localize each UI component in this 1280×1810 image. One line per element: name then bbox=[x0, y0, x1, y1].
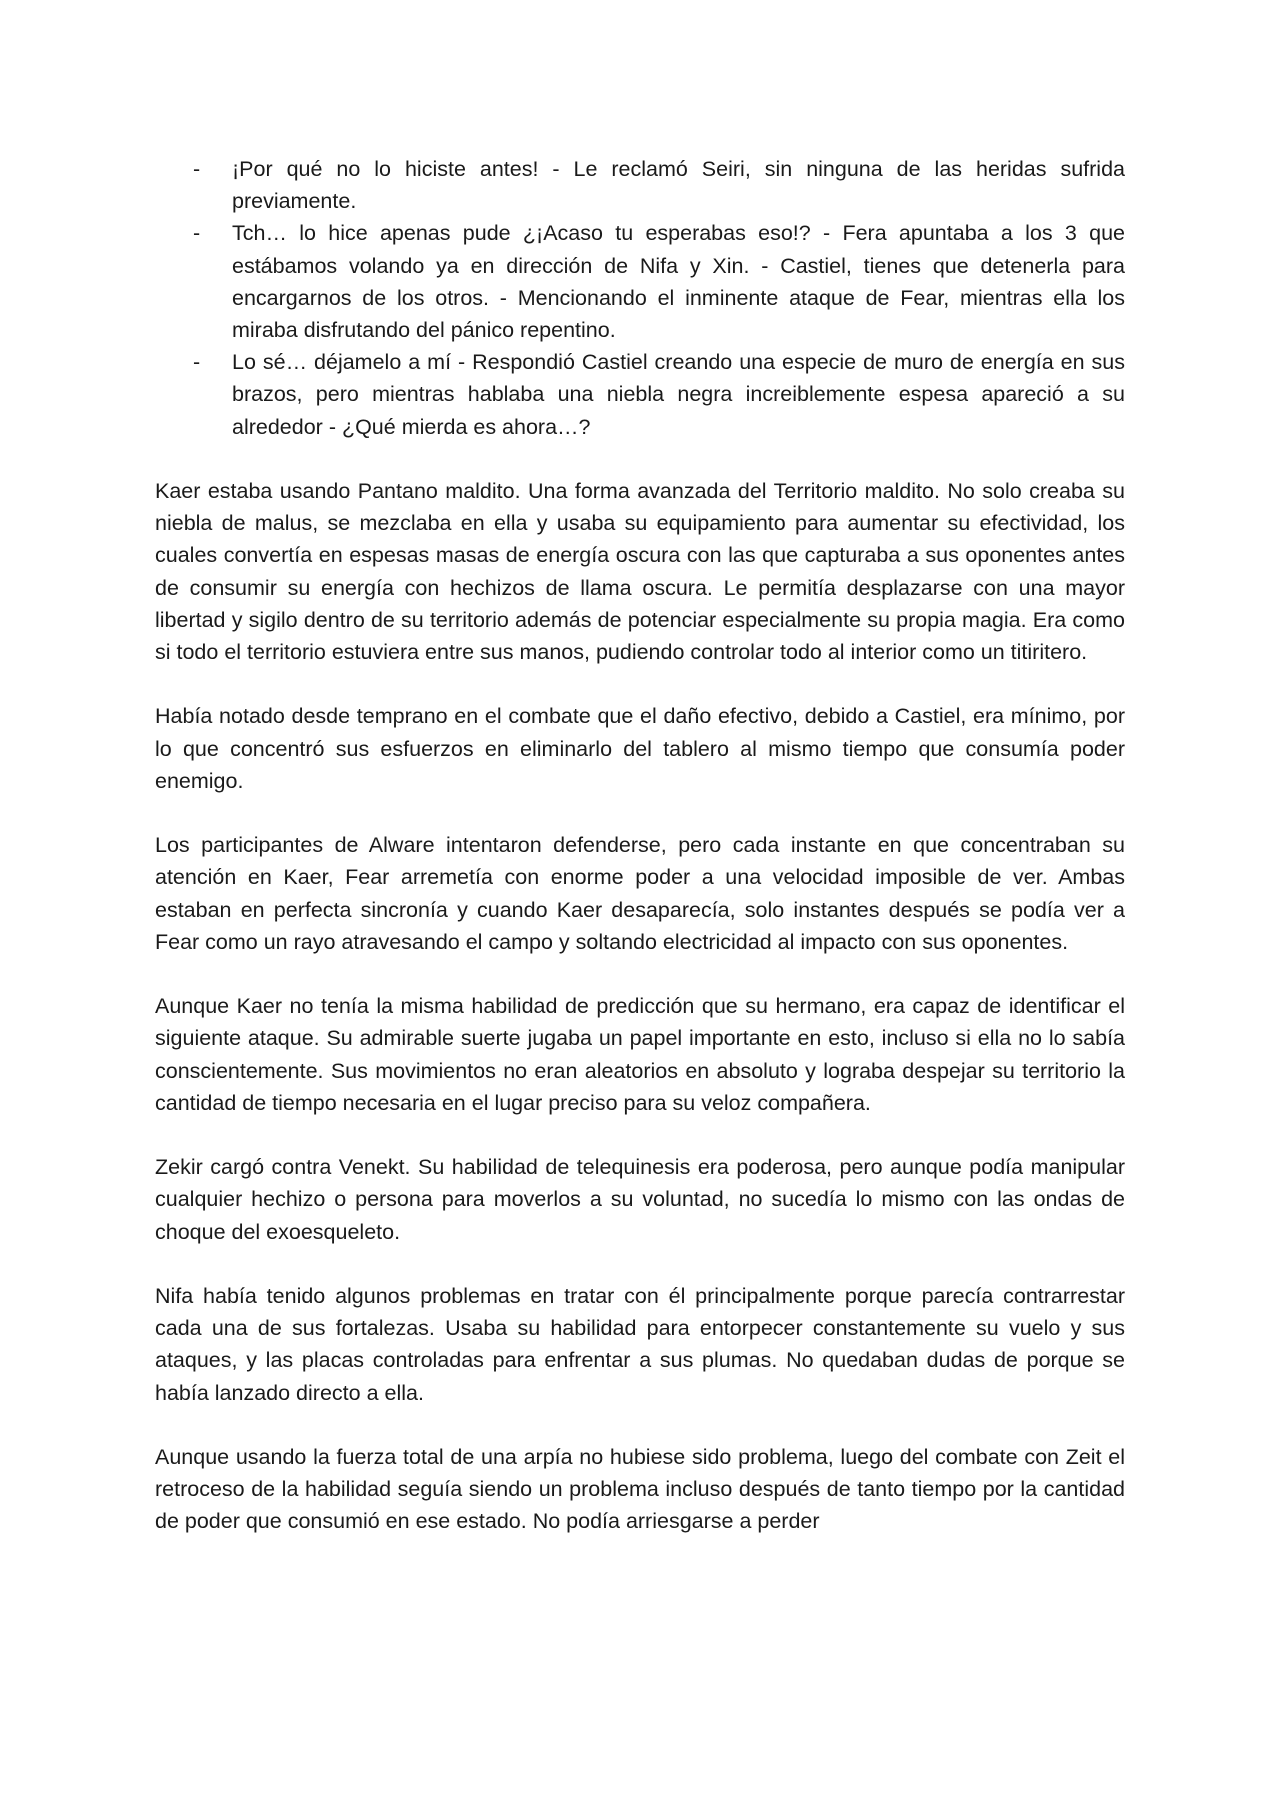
paragraph: Había notado desde temprano en el combate que el daño efectivo, debido a Castiel, era mínimo, por lo que concentró sus esfuerzos en eliminarlo del tablero al mismo tiempo que consumía poder enemigo. bbox=[155, 704, 1125, 793]
paragraph: Kaer estaba usando Pantano maldito. Una forma avanzada del Territorio maldito. No solo creaba su niebla de malus, se mezclaba en ella y usaba su equipamiento para aumentar su efectividad, los cuales convertía en espesas masas de energía oscura con las que capturaba a sus oponentes antes de consumir su energía con hechizos de llama oscura. Le permitía desplazarse con una mayor libertad y sigilo dentro de su territorio además de potenciar especialmente su propia magia. Era como si todo el territorio estuviera entre sus manos, pudiendo controlar todo al interior como un titiritero. bbox=[155, 479, 1125, 665]
dialogue-line bbox=[155, 217, 1125, 346]
paragraph: Aunque Kaer no tenía la misma habilidad de predicción que su hermano, era capaz de identificar el siguiente ataque. Su admirable suerte jugaba un papel importante en esto, incluso si ella no lo sabía conscientemente. Sus movimientos no eran aleatorios en absoluto y lograba despejar su territorio la cantidad de tiempo necesaria en el lugar preciso para su veloz compañera. bbox=[155, 994, 1125, 1115]
dialogue-dash: - bbox=[193, 157, 201, 181]
dialogue-line bbox=[155, 346, 1125, 443]
dialogue-text: ¡Por qué no lo hiciste antes! - Le reclamó Seiri, sin ninguna de las heridas sufrida previamente. bbox=[232, 157, 1125, 214]
dialogue-list bbox=[155, 153, 1125, 443]
paragraph: Nifa había tenido algunos problemas en tratar con él principalmente porque parecía contrarrestar cada una de sus fortalezas. Usaba su habilidad para entorpecer constantemente su vuelo y sus ataques, y las placas controladas para enfrentar a sus plumas. No quedaban dudas de porque se había lanzado directo a ella. bbox=[155, 1284, 1125, 1405]
dialogue-dash: - bbox=[193, 221, 201, 246]
paragraph: Aunque usando la fuerza total de una arpía no hubiese sido problema, luego del combate con Zeit el retroceso de la habilidad seguía siendo un problema incluso después de tanto tiempo por la cantidad de poder que consumió en ese estado. No podía arriesgarse a perder bbox=[155, 1445, 1125, 1534]
dialogue-text: Tch… lo hice apenas pude ¿¡Acaso tu esperabas eso!? - Fera apuntaba a los 3 que estábamos volando ya en dirección de Nifa y Xin. - Castiel, tienes que detenerla para encargarnos de los otros. - Mencionando el inminente ataque de Fear, mientras ella los miraba disfrutando del pánico repentino. bbox=[232, 221, 1125, 343]
document-page bbox=[155, 153, 1125, 1538]
dialogue-line bbox=[155, 153, 1125, 217]
dialogue-text: Lo sé… déjamelo a mí - Respondió Castiel creando una especie de muro de energía en sus brazos, pero mientras hablaba una niebla negra increiblemente espesa apareció a su alrededor - ¿Qué mierda es ahora…? bbox=[232, 350, 1125, 439]
paragraph: Los participantes de Alware intentaron defenderse, pero cada instante en que concentraban su atención en Kaer, Fear arremetía con enorme poder a una velocidad imposible de ver. Ambas estaban en perfecta sincronía y cuando Kaer desaparecía, solo instantes después se podía ver a Fear como un rayo atravesando el campo y soltando electricidad al impacto con sus oponentes. bbox=[155, 833, 1125, 954]
dialogue-dash: - bbox=[193, 350, 201, 375]
paragraph: Zekir cargó contra Venekt. Su habilidad de telequinesis era poderosa, pero aunque podía manipular cualquier hechizo o persona para moverlos a su voluntad, no sucedía lo mismo con las ondas de choque del exoesqueleto. bbox=[155, 1155, 1125, 1244]
